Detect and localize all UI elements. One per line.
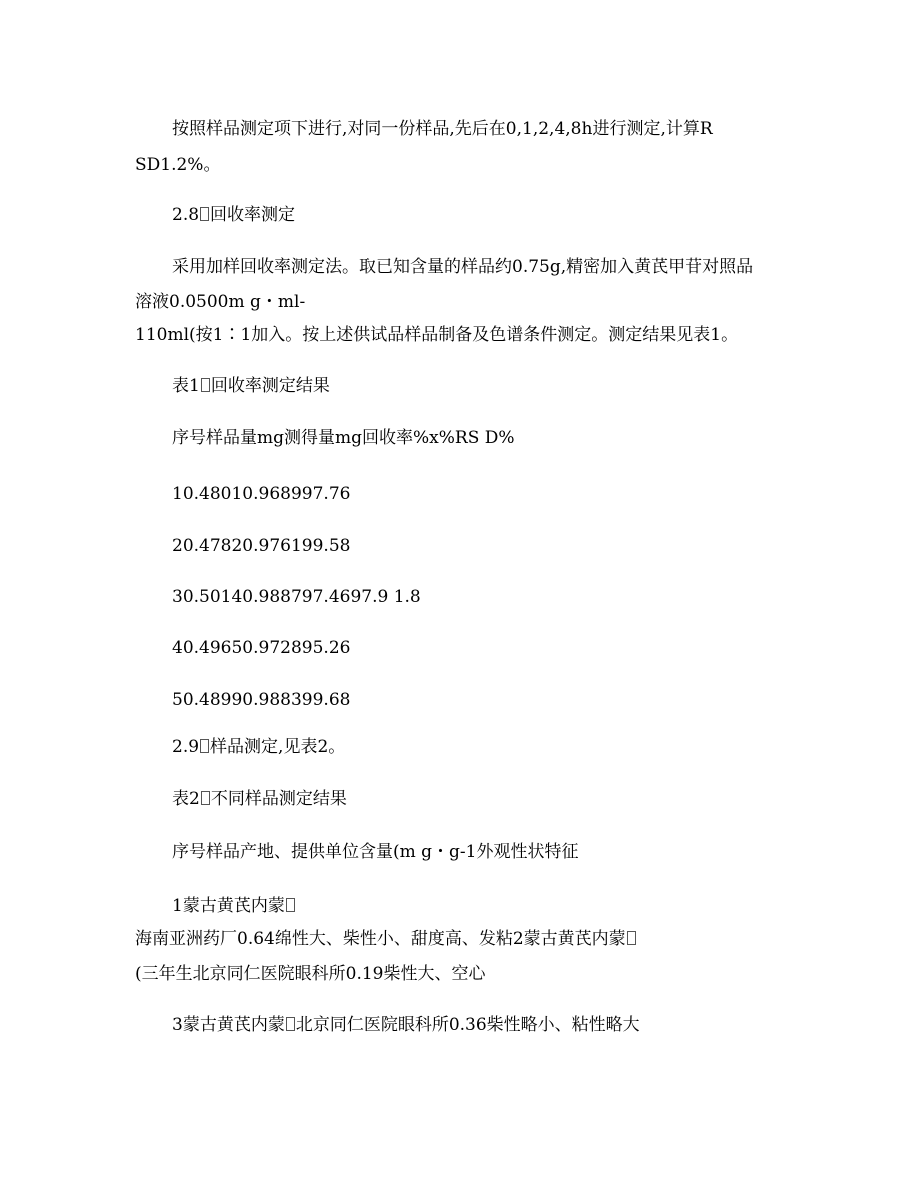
table1-header <box>172 426 515 450</box>
paragraph-stability-line2 <box>135 153 220 177</box>
paragraph-recovery-line1 <box>172 255 753 279</box>
table1-row-2 <box>172 534 350 558</box>
table-row-text: 海南亚洲药厂0.64绵性大、柴性小、甜度高、发粘2蒙古黄芪内蒙 <box>135 929 626 949</box>
paragraph-text: 溶液0.0500m g・ml- <box>135 292 306 312</box>
section-heading-2-8 <box>172 203 295 227</box>
heading-text: 样品测定,见表2。 <box>210 737 346 757</box>
paragraph-stability-line1 <box>172 117 713 141</box>
missing-glyph-box <box>627 931 636 945</box>
table-row-text-tail: 北京同仁医院眼科所0.36柴性略小、粘性略大 <box>295 1015 640 1035</box>
table1-title <box>172 374 330 398</box>
table-row-text: 50.48990.988399.68 <box>172 690 351 710</box>
table-row-text: (三年生北京同仁医院眼科所0.19柴性大、空心 <box>135 964 486 984</box>
heading-number: 2.8 <box>172 205 200 225</box>
table1-row-4 <box>172 636 350 660</box>
table-row-text: 3蒙古黄芪内蒙 <box>172 1015 285 1035</box>
table1-row-3 <box>172 585 421 609</box>
paragraph-recovery-line2 <box>135 290 305 314</box>
table-header-text: 序号样品产地、提供单位含量(m g・g-1外观性状特征 <box>172 842 579 862</box>
heading-text: 回收率测定 <box>210 205 296 225</box>
heading-number: 2.9 <box>172 737 200 757</box>
paragraph-text: SD1.2%。 <box>135 155 221 175</box>
missing-glyph-box <box>201 791 210 805</box>
table2-header <box>172 840 578 864</box>
table2-row-1-line2 <box>135 927 637 951</box>
table-number: 表1 <box>172 376 200 396</box>
table1-row-5 <box>172 688 350 712</box>
paragraph-text: 按照样品测定项下进行,对同一份样品,先后在0,1,2,4,8h进行测定,计算R <box>172 119 713 139</box>
paragraph-text: 110ml(按1∶1加入。按上述供试品样品制备及色谱条件测定。测定结果见表1。 <box>135 325 739 345</box>
section-heading-2-9 <box>172 735 345 759</box>
missing-glyph-box <box>201 378 210 392</box>
table2-row-3 <box>172 1013 640 1037</box>
table2-row-1-line1 <box>172 894 296 918</box>
table-title-text: 回收率测定结果 <box>210 376 330 396</box>
table-row-text: 20.47820.976199.58 <box>172 536 351 556</box>
paragraph-recovery-line3 <box>135 323 738 347</box>
missing-glyph-box <box>200 739 209 753</box>
table-header-text: 序号样品量mg测得量mg回收率%x%RS D% <box>172 428 515 448</box>
missing-glyph-box <box>286 1017 295 1031</box>
missing-glyph-box <box>286 898 295 912</box>
table-row-text: 1蒙古黄芪内蒙 <box>172 896 285 916</box>
table-number: 表2 <box>172 789 200 809</box>
missing-glyph-box <box>200 207 209 221</box>
table-row-text: 40.49650.972895.26 <box>172 638 351 658</box>
table-title-text: 不同样品测定结果 <box>210 789 347 809</box>
table-row-text: 10.48010.968997.76 <box>172 484 351 504</box>
table2-title <box>172 787 347 811</box>
table2-row-2-line3 <box>135 962 485 986</box>
table-row-text: 30.50140.988797.4697.9 1.8 <box>172 587 421 607</box>
paragraph-text: 采用加样回收率测定法。取已知含量的样品约0.75g,精密加入黄芪甲苷对照品 <box>172 257 754 277</box>
table1-row-1 <box>172 482 350 506</box>
